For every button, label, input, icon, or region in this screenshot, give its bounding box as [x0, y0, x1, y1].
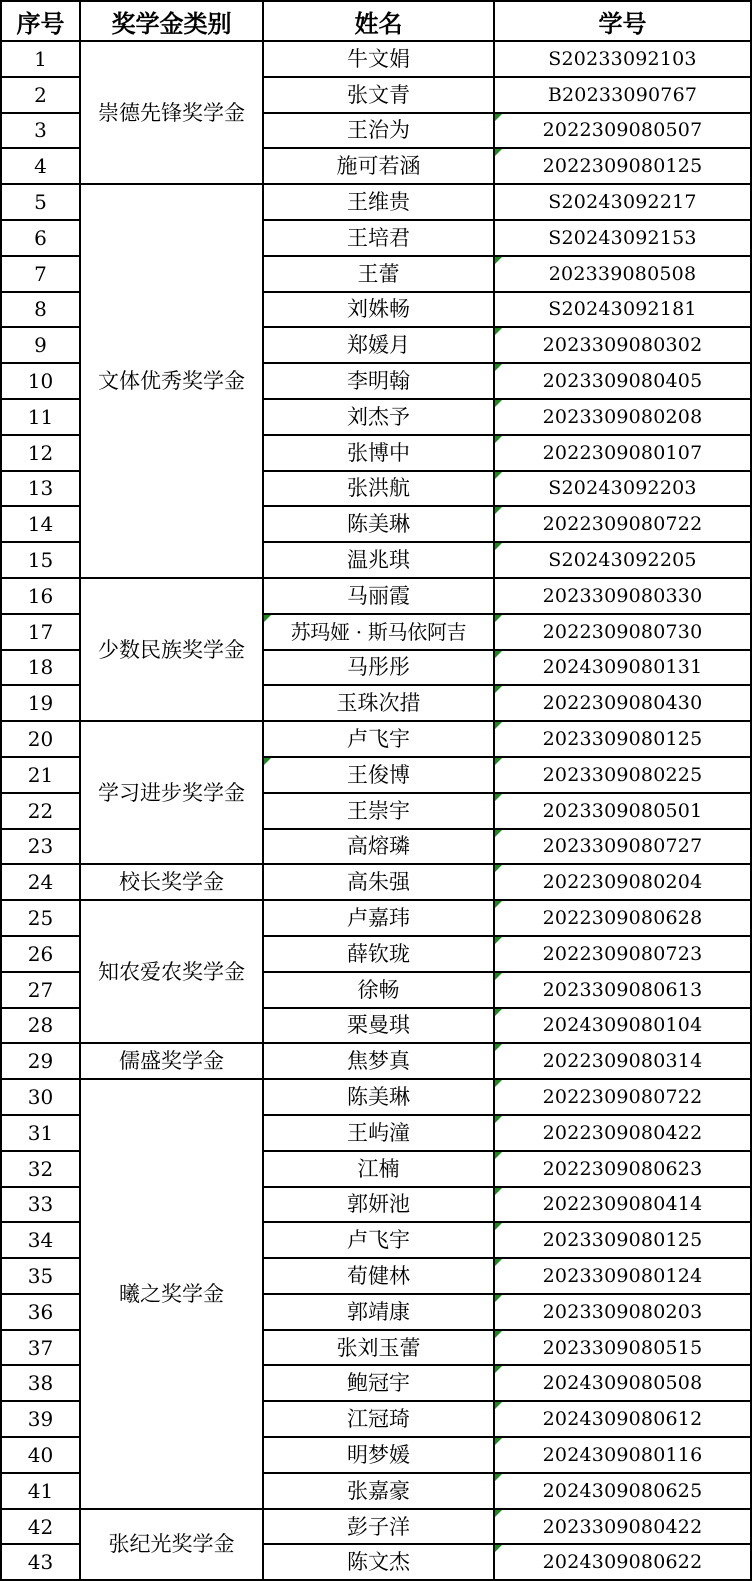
cell-name[interactable]: 郭靖康 [263, 1294, 494, 1330]
cell-index[interactable]: 6 [1, 220, 80, 256]
cell-name[interactable]: 卢飞宇 [263, 1222, 494, 1258]
cell-student-id[interactable]: 2024309080508 [494, 1365, 751, 1401]
cell-student-id[interactable]: 2023309080125 [494, 1222, 751, 1258]
cell-name[interactable]: 江楠 [263, 1151, 494, 1187]
cell-index[interactable]: 8 [1, 292, 80, 328]
table-row [1, 41, 751, 77]
cell-name[interactable]: 温兆琪 [263, 542, 494, 578]
cell-index[interactable]: 19 [1, 685, 80, 721]
cell-name[interactable]: 张洪航 [263, 471, 494, 507]
cell-student-id[interactable]: 2024309080116 [494, 1437, 751, 1473]
cell-name[interactable]: 王屿潼 [263, 1115, 494, 1151]
cell-student-id[interactable]: S20243092205 [494, 542, 751, 578]
cell-index[interactable]: 33 [1, 1187, 80, 1223]
table-row [1, 1079, 751, 1115]
cell-name[interactable]: 苏玛娅 · 斯马依阿吉 [263, 614, 494, 650]
cell-index[interactable]: 41 [1, 1473, 80, 1509]
cell-student-id[interactable]: 2024309080104 [494, 1008, 751, 1044]
cell-name[interactable]: 张博中 [263, 435, 494, 471]
cell-student-id[interactable]: S20233092103 [494, 41, 751, 77]
cell-index[interactable]: 12 [1, 435, 80, 471]
cell-category[interactable]: 张纪光奖学金 [80, 1509, 263, 1581]
cell-student-id[interactable]: 2022309080722 [494, 506, 751, 542]
cell-index[interactable]: 31 [1, 1115, 80, 1151]
cell-index[interactable]: 29 [1, 1043, 80, 1079]
cell-name[interactable]: 王维贵 [263, 184, 494, 220]
cell-student-id[interactable]: S20243092217 [494, 184, 751, 220]
cell-student-id[interactable]: 2023309080208 [494, 399, 751, 435]
cell-name[interactable]: 焦梦真 [263, 1043, 494, 1079]
cell-index[interactable]: 20 [1, 721, 80, 757]
cell-index[interactable]: 21 [1, 757, 80, 793]
cell-name[interactable]: 荀健林 [263, 1258, 494, 1294]
cell-name[interactable]: 鲍冠宇 [263, 1365, 494, 1401]
cell-index[interactable]: 11 [1, 399, 80, 435]
cell-index[interactable]: 40 [1, 1437, 80, 1473]
cell-index[interactable]: 24 [1, 864, 80, 900]
cell-category[interactable]: 崇德先锋奖学金 [80, 41, 263, 184]
cell-student-id[interactable]: 2022309080623 [494, 1151, 751, 1187]
table-row [1, 1509, 751, 1545]
cell-student-id[interactable]: 2022309080125 [494, 148, 751, 184]
cell-name[interactable]: 马彤彤 [263, 650, 494, 686]
cell-index[interactable]: 26 [1, 936, 80, 972]
cell-student-id[interactable]: S20243092181 [494, 292, 751, 328]
cell-student-id[interactable]: B20233090767 [494, 77, 751, 113]
table-row [1, 900, 751, 936]
cell-index[interactable]: 35 [1, 1258, 80, 1294]
cell-name[interactable]: 张文青 [263, 77, 494, 113]
cell-index[interactable]: 25 [1, 900, 80, 936]
cell-index[interactable]: 43 [1, 1544, 80, 1580]
cell-index[interactable]: 30 [1, 1079, 80, 1115]
table-row [1, 578, 751, 614]
cell-index[interactable]: 18 [1, 650, 80, 686]
cell-index[interactable]: 39 [1, 1401, 80, 1437]
cell-category[interactable]: 曦之奖学金 [80, 1079, 263, 1509]
cell-index[interactable]: 1 [1, 41, 80, 77]
cell-student-id[interactable]: 2023309080302 [494, 327, 751, 363]
cell-index[interactable]: 42 [1, 1509, 80, 1545]
cell-name[interactable]: 王蕾 [263, 256, 494, 292]
cell-name[interactable]: 薛钦珑 [263, 936, 494, 972]
cell-student-id[interactable]: 2022309080507 [494, 113, 751, 149]
cell-name[interactable]: 王治为 [263, 113, 494, 149]
cell-student-id[interactable]: S20243092153 [494, 220, 751, 256]
cell-name[interactable]: 王培君 [263, 220, 494, 256]
cell-student-id[interactable]: 2024309080622 [494, 1544, 751, 1580]
cell-name[interactable]: 高朱强 [263, 864, 494, 900]
cell-index[interactable]: 34 [1, 1222, 80, 1258]
cell-student-id[interactable]: 2023309080405 [494, 363, 751, 399]
cell-student-id[interactable]: 2023309080501 [494, 793, 751, 829]
cell-index[interactable]: 14 [1, 506, 80, 542]
header-index[interactable]: 序号 [1, 1, 80, 41]
cell-index[interactable]: 5 [1, 184, 80, 220]
cell-student-id[interactable]: 2023309080613 [494, 972, 751, 1008]
table-row [1, 864, 751, 900]
cell-name[interactable]: 卢飞宇 [263, 721, 494, 757]
cell-name[interactable]: 王崇宇 [263, 793, 494, 829]
cell-index[interactable]: 10 [1, 363, 80, 399]
cell-student-id[interactable]: 2023309080125 [494, 721, 751, 757]
cell-index[interactable]: 9 [1, 327, 80, 363]
cell-student-id[interactable]: 2023309080203 [494, 1294, 751, 1330]
cell-student-id[interactable]: S20243092203 [494, 471, 751, 507]
cell-name[interactable]: 徐畅 [263, 972, 494, 1008]
cell-index[interactable]: 17 [1, 614, 80, 650]
cell-index[interactable]: 3 [1, 113, 80, 149]
cell-student-id[interactable]: 2023309080422 [494, 1509, 751, 1545]
cell-student-id[interactable]: 2023309080515 [494, 1330, 751, 1366]
header-name[interactable]: 姓名 [263, 1, 494, 41]
cell-student-id[interactable]: 2023309080124 [494, 1258, 751, 1294]
cell-name[interactable]: 李明翰 [263, 363, 494, 399]
cell-name[interactable]: 施可若涵 [263, 148, 494, 184]
cell-student-id[interactable]: 2024309080612 [494, 1401, 751, 1437]
table-row [1, 1043, 751, 1079]
cell-student-id[interactable]: 2023309080330 [494, 578, 751, 614]
cell-name[interactable]: 明梦媛 [263, 1437, 494, 1473]
table-body [1, 41, 751, 1580]
cell-name[interactable]: 彭子洋 [263, 1509, 494, 1545]
cell-name[interactable]: 陈美琳 [263, 1079, 494, 1115]
cell-index[interactable]: 22 [1, 793, 80, 829]
header-student-id[interactable]: 学号 [494, 1, 751, 41]
cell-student-id[interactable]: 2024309080625 [494, 1473, 751, 1509]
cell-student-id[interactable]: 2022309080422 [494, 1115, 751, 1151]
cell-category[interactable]: 儒盛奖学金 [80, 1043, 263, 1079]
cell-index[interactable]: 32 [1, 1151, 80, 1187]
cell-student-id[interactable]: 2022309080314 [494, 1043, 751, 1079]
cell-student-id[interactable]: 2023309080727 [494, 829, 751, 865]
cell-index[interactable]: 4 [1, 148, 80, 184]
table-row [1, 721, 751, 757]
cell-index[interactable]: 16 [1, 578, 80, 614]
cell-student-id[interactable]: 2024309080131 [494, 650, 751, 686]
cell-index[interactable]: 38 [1, 1365, 80, 1401]
cell-student-id[interactable]: 2023309080225 [494, 757, 751, 793]
cell-name[interactable]: 陈文杰 [263, 1544, 494, 1580]
cell-name[interactable]: 刘姝畅 [263, 292, 494, 328]
cell-name[interactable]: 江冠琦 [263, 1401, 494, 1437]
cell-index[interactable]: 27 [1, 972, 80, 1008]
cell-index[interactable]: 7 [1, 256, 80, 292]
cell-name[interactable]: 栗曼琪 [263, 1008, 494, 1044]
cell-student-id[interactable]: 2022309080628 [494, 900, 751, 936]
cell-student-id[interactable]: 2022309080722 [494, 1079, 751, 1115]
cell-name[interactable]: 张刘玉蕾 [263, 1330, 494, 1366]
cell-index[interactable]: 13 [1, 471, 80, 507]
cell-category[interactable]: 学习进步奖学金 [80, 721, 263, 864]
cell-category[interactable]: 校长奖学金 [80, 864, 263, 900]
cell-index[interactable]: 36 [1, 1294, 80, 1330]
cell-student-id[interactable]: 2022309080730 [494, 614, 751, 650]
cell-student-id[interactable]: 2022309080430 [494, 685, 751, 721]
cell-name[interactable]: 高熔璘 [263, 829, 494, 865]
cell-name[interactable]: 王俊博 [263, 757, 494, 793]
cell-category[interactable]: 文体优秀奖学金 [80, 184, 263, 578]
cell-name[interactable]: 郑媛月 [263, 327, 494, 363]
cell-name[interactable]: 马丽霞 [263, 578, 494, 614]
cell-category[interactable]: 知农爱农奖学金 [80, 900, 263, 1043]
cell-student-id[interactable]: 2022309080204 [494, 864, 751, 900]
cell-name[interactable]: 郭妍池 [263, 1187, 494, 1223]
cell-name[interactable]: 刘杰予 [263, 399, 494, 435]
cell-index[interactable]: 28 [1, 1008, 80, 1044]
header-category[interactable]: 奖学金类别 [80, 1, 263, 41]
table-row [1, 184, 751, 220]
cell-name[interactable]: 陈美琳 [263, 506, 494, 542]
cell-index[interactable]: 37 [1, 1330, 80, 1366]
cell-name[interactable]: 张嘉豪 [263, 1473, 494, 1509]
header-row [1, 1, 751, 41]
cell-name[interactable]: 卢嘉玮 [263, 900, 494, 936]
cell-student-id[interactable]: 2022309080414 [494, 1187, 751, 1223]
cell-index[interactable]: 15 [1, 542, 80, 578]
cell-student-id[interactable]: 2022309080723 [494, 936, 751, 972]
cell-name[interactable]: 牛文娟 [263, 41, 494, 77]
cell-student-id[interactable]: 202339080508 [494, 256, 751, 292]
cell-category[interactable]: 少数民族奖学金 [80, 578, 263, 721]
cell-name[interactable]: 玉珠次措 [263, 685, 494, 721]
cell-index[interactable]: 2 [1, 77, 80, 113]
cell-student-id[interactable]: 2022309080107 [494, 435, 751, 471]
cell-index[interactable]: 23 [1, 829, 80, 865]
